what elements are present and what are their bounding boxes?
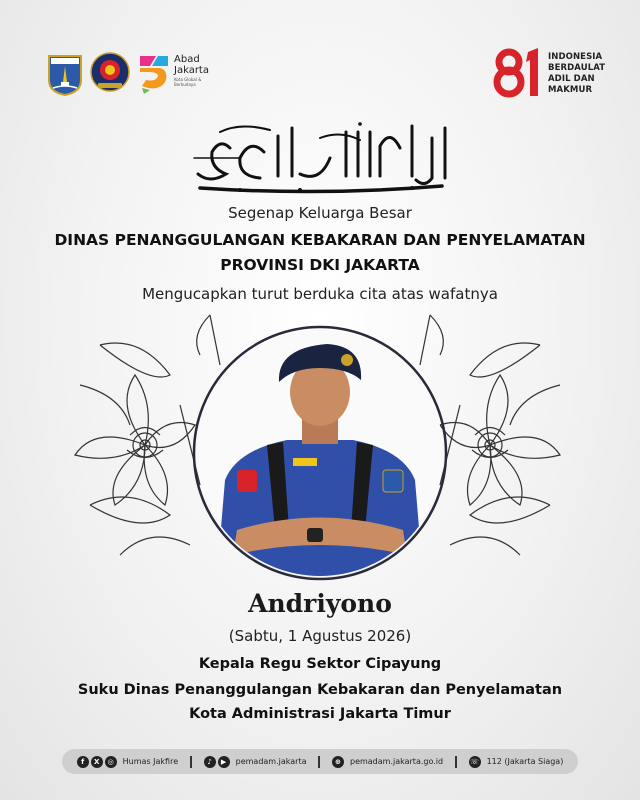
abad-line3: Kota Global & Berbudaya [174, 77, 202, 87]
intro-keluarga: Segenap Keluarga Besar [228, 204, 412, 222]
dki-jakarta-emblem [47, 54, 83, 96]
separator [190, 756, 192, 768]
social-group [77, 756, 178, 768]
phone-group [469, 756, 564, 768]
phone-number: 112 (Jakarta Siaga) [486, 757, 564, 766]
tagline-line2: BERDAULAT [548, 63, 606, 73]
arabic-calligraphy [180, 118, 460, 198]
facebook-icon: f [77, 756, 89, 768]
tiktok-icon: ♪ [204, 756, 216, 768]
phone-icon: ☏ [470, 757, 479, 766]
tagline-line4: MAKMUR [548, 85, 593, 95]
separator [455, 756, 457, 768]
tagline-line1: INDONESIA [548, 52, 603, 62]
intro-ucapan: Mengucapkan turut berduka cita atas wafatnya [142, 285, 498, 303]
tagline [548, 52, 628, 96]
youtube-icon: ▶ [218, 756, 230, 768]
portrait-photo [197, 330, 443, 576]
website-group [332, 756, 443, 768]
damkar-emblem [90, 52, 130, 92]
x-icon: X [91, 756, 103, 768]
hut-ri-81-logo [492, 46, 544, 98]
deceased-name: Andriyono [248, 589, 392, 618]
tagline-line3: ADIL DAN [548, 74, 595, 84]
position: Kepala Regu Sektor Cipayung [198, 656, 442, 672]
globe-icon: ⊕ [332, 756, 344, 768]
abad-jakarta-logo [136, 52, 216, 96]
footer-bar [62, 749, 578, 774]
video-group [204, 756, 307, 768]
intro-dinas: DINAS PENANGGULANGAN KEBAKARAN DAN PENYELAMATAN [54, 231, 586, 249]
abad-line2: Jakarta [174, 65, 209, 76]
abad-line1: Abad [174, 54, 200, 65]
instagram-icon: ◎ [105, 756, 117, 768]
intro-provinsi: PROVINSI DKI JAKARTA [220, 256, 420, 274]
date-of-death: (Sabtu, 1 Agustus 2026) [228, 627, 412, 645]
social-handle: Humas Jakfire [122, 757, 179, 766]
website-link[interactable]: pemadam.jakarta.go.id [349, 757, 444, 766]
city: Kota Administrasi Jakarta Timur [189, 706, 451, 722]
video-handle: pemadam.jakarta [235, 757, 307, 766]
department: Suku Dinas Penanggulangan Kebakaran dan Penyelamatan [77, 682, 563, 698]
separator [318, 756, 320, 768]
